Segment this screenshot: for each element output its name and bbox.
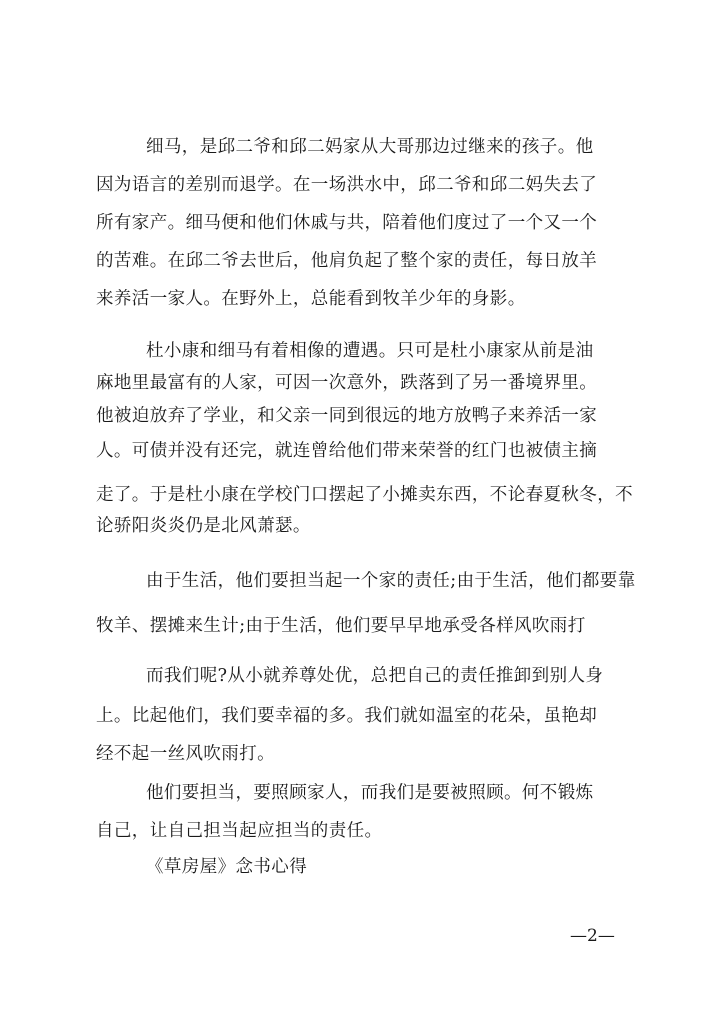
paragraph-4-line-2: 上。比起他们，我们要幸福的多。我们就如温室的花朵，虽艳却 [96,706,598,726]
paragraph-1-line-5: 来养活一家人。在野外上，总能看到牧羊少年的身影。 [96,289,526,309]
paragraph-2-line-1: 杜小康和细马有着相像的遭遇。只可是杜小康家从前是油 [146,341,594,361]
paragraph-1-line-1: 细马，是邱二爷和邱二妈家从大哥那边过继来的孩子。他 [146,137,594,157]
paragraph-2-line-3: 他被迫放弃了学业，和父亲一同到很远的地方放鸭子来养活一家 [96,406,598,426]
paragraph-1-line-3: 所有家产。细马便和他们休戚与共，陪着他们度过了一个又一个 [96,213,598,233]
page-number: —2— [570,926,615,946]
paragraph-1-line-4: 的苦难。在邱二爷去世后，他肩负起了整个家的责任，每日放羊 [96,251,598,271]
paragraph-1-line-2: 因为语言的差别而退学。在一场洪水中，邱二爷和邱二妈失去了 [96,175,598,195]
paragraph-5-line-1: 他们要担当，要照顾家人，而我们是要被照顾。何不锻炼 [146,783,594,803]
paragraph-2-line-4: 人。可债并没有还完，就连曾给他们带来荣誉的红门也被债主摘 [96,441,598,461]
paragraph-3-line-2: 牧羊、摆摊来生计;由于生活，他们要早早地承受各样风吹雨打 [96,616,586,636]
paragraph-5-line-2: 自己，让自己担当起应担当的责任。 [96,821,383,841]
essay-title-line: 《草房屋》念书心得 [146,857,308,877]
paragraph-2-line-2: 麻地里最富有的人家，可因一次意外，跌落到了另一番境界里。 [96,373,598,393]
paragraph-4-line-1: 而我们呢?从小就养尊处优，总把自己的责任推卸到别人身 [146,666,604,686]
paragraph-2-line-6: 论骄阳炎炎仍是北风萧瑟。 [96,516,311,536]
paragraph-2-line-5: 走了。于是杜小康在学校门口摆起了小摊卖东西，不论春夏秋冬，不 [96,485,633,505]
paragraph-3-line-1: 由于生活，他们要担当起一个家的责任;由于生活，他们都要靠 [146,571,636,591]
paragraph-4-line-3: 经不起一丝风吹雨打。 [96,744,275,764]
